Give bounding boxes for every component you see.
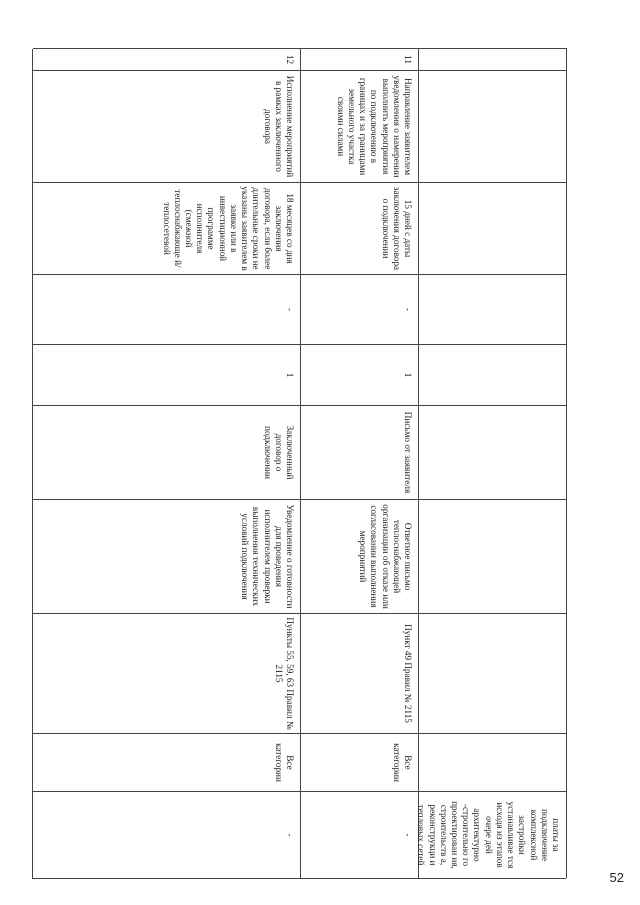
row12-cell-10: - [32, 792, 300, 879]
row12-cell-5: 1 [32, 345, 300, 406]
row11-cell-7: Ответное письмо теплоснабжающей организации об отказе или согласовании выполнения мероприятий [300, 500, 418, 614]
procedure-table [33, 48, 567, 878]
row11-cell-8: Пункт 49 Правил № 2115 [300, 614, 418, 734]
row11-term: 15 дней с даты заключения договора о подключении [300, 183, 418, 275]
row12-term: 18 месяцев со дня заключения договора, если более длительные сроки не указаны заявителем в заявке или в инвестиционной программе исполнителя (смежной теплоснабжающе й/теплосетевой [32, 183, 300, 275]
row11-cell-5: 1 [300, 345, 418, 406]
top-cell-6 [418, 406, 566, 500]
row11-cell-9: Все категории [300, 734, 418, 792]
row11-step: Направление заявителем уведомления о намерении выполнить мероприятия по подключению в границах и за границами земельного участка своими силами [300, 71, 418, 183]
top-cell-10: платы за подключение комплексной застройки устанавливае тся исходя из этапов очере дей архитектурно -строительно го проектирован ия, строительств а, реконструкци и тепловых сетей [418, 792, 566, 879]
top-cell-9 [418, 734, 566, 792]
top-cell-4 [418, 275, 566, 345]
top-cell-3 [418, 183, 566, 275]
top-cell-7 [418, 500, 566, 614]
row12-cell-6: Заключенный договор о подключении [32, 406, 300, 500]
row12-step: Исполнение мероприятий в рамках заключенного договора [32, 71, 300, 183]
row12-number: 12 [32, 49, 300, 71]
page-number: 52 [609, 870, 624, 885]
top-cell-2 [418, 71, 566, 183]
row12-cell-4: - [32, 275, 300, 345]
top-cell-5 [418, 345, 566, 406]
row12-cell-7: Уведомление о готовности для проведения исполнителем проверки выполнения технических условий подключения [32, 500, 300, 614]
row11-cell-6: Письмо от заявителя [300, 406, 418, 500]
row11-number: 11 [300, 49, 418, 71]
row11-cell-4: - [300, 275, 418, 345]
top-cell-1 [418, 49, 566, 71]
row12-cell-9: Все категории [32, 734, 300, 792]
top-cell-8 [418, 614, 566, 734]
row12-cell-8: Пункты 55, 59, 63 Правил № 2115 [32, 614, 300, 734]
row11-cell-10: - [300, 792, 418, 879]
